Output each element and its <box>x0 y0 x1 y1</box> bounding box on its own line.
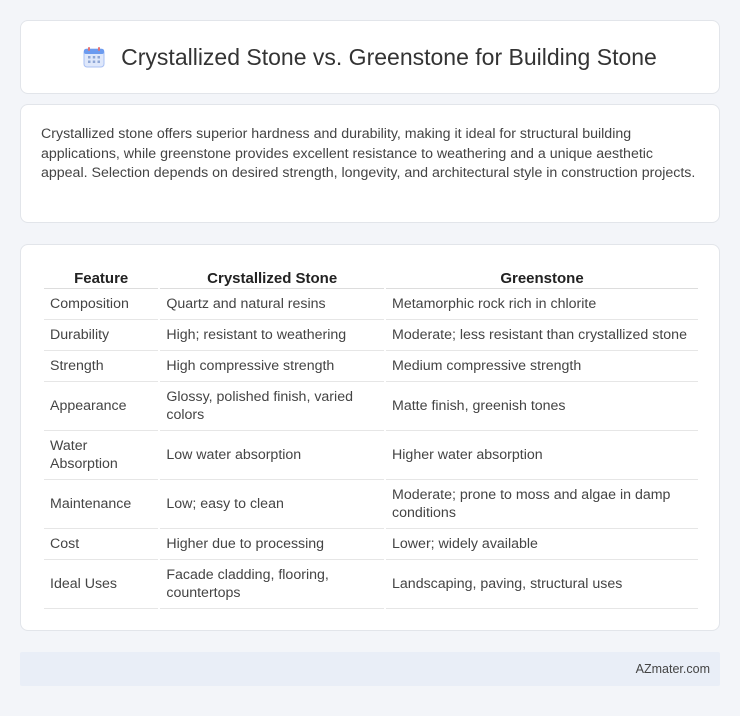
header-greenstone: Greenstone <box>386 265 698 289</box>
feature-cell: Cost <box>44 529 158 560</box>
table-row <box>44 289 698 320</box>
crystallized-cell: Facade cladding, flooring, countertops <box>160 560 384 609</box>
greenstone-cell: Medium compressive strength <box>386 351 698 382</box>
greenstone-cell: Metamorphic rock rich in chlorite <box>386 289 698 320</box>
feature-cell: Composition <box>44 289 158 320</box>
comparison-table <box>42 265 700 609</box>
footer <box>20 652 720 686</box>
table-row <box>44 382 698 431</box>
crystallized-cell: High; resistant to weathering <box>160 320 384 351</box>
table-row <box>44 480 698 529</box>
footer-site-link[interactable]: AZmater.com <box>635 662 710 676</box>
greenstone-cell: Moderate; less resistant than crystallized stone <box>386 320 698 351</box>
feature-cell: Ideal Uses <box>44 560 158 609</box>
greenstone-cell: Higher water absorption <box>386 431 698 480</box>
crystallized-cell: High compressive strength <box>160 351 384 382</box>
greenstone-cell: Moderate; prone to moss and algae in damp conditions <box>386 480 698 529</box>
crystallized-cell: Quartz and natural resins <box>160 289 384 320</box>
summary-card <box>20 104 720 223</box>
page-title: Crystallized Stone vs. Greenstone for Building Stone <box>121 43 657 70</box>
table-row <box>44 529 698 560</box>
feature-cell: Strength <box>44 351 158 382</box>
crystallized-cell: Glossy, polished finish, varied colors <box>160 382 384 431</box>
table-row <box>44 351 698 382</box>
greenstone-cell: Matte finish, greenish tones <box>386 382 698 431</box>
crystallized-cell: Low; easy to clean <box>160 480 384 529</box>
table-row <box>44 431 698 480</box>
greenstone-cell: Lower; widely available <box>386 529 698 560</box>
table-header-row <box>44 265 698 289</box>
feature-cell: Water Absorption <box>44 431 158 480</box>
comparison-table-card <box>20 244 720 631</box>
header-crystallized-stone: Crystallized Stone <box>160 265 384 289</box>
crystallized-cell: Low water absorption <box>160 431 384 480</box>
table-row <box>44 560 698 609</box>
feature-cell: Durability <box>44 320 158 351</box>
crystallized-cell: Higher due to processing <box>160 529 384 560</box>
feature-cell: Maintenance <box>44 480 158 529</box>
greenstone-cell: Landscaping, paving, structural uses <box>386 560 698 609</box>
title-card <box>20 20 720 94</box>
summary-text: Crystallized stone offers superior hardness and durability, making it ideal for structural building applications, while greenstone provides excellent resistance to weathering and a unique aesthetic appeal. Selection depends on desired strength, longevity, and architectural style in construction projects. <box>41 126 696 181</box>
feature-cell: Appearance <box>44 382 158 431</box>
header-feature: Feature <box>44 265 158 289</box>
table-row <box>44 320 698 351</box>
calendar-icon <box>83 46 105 68</box>
